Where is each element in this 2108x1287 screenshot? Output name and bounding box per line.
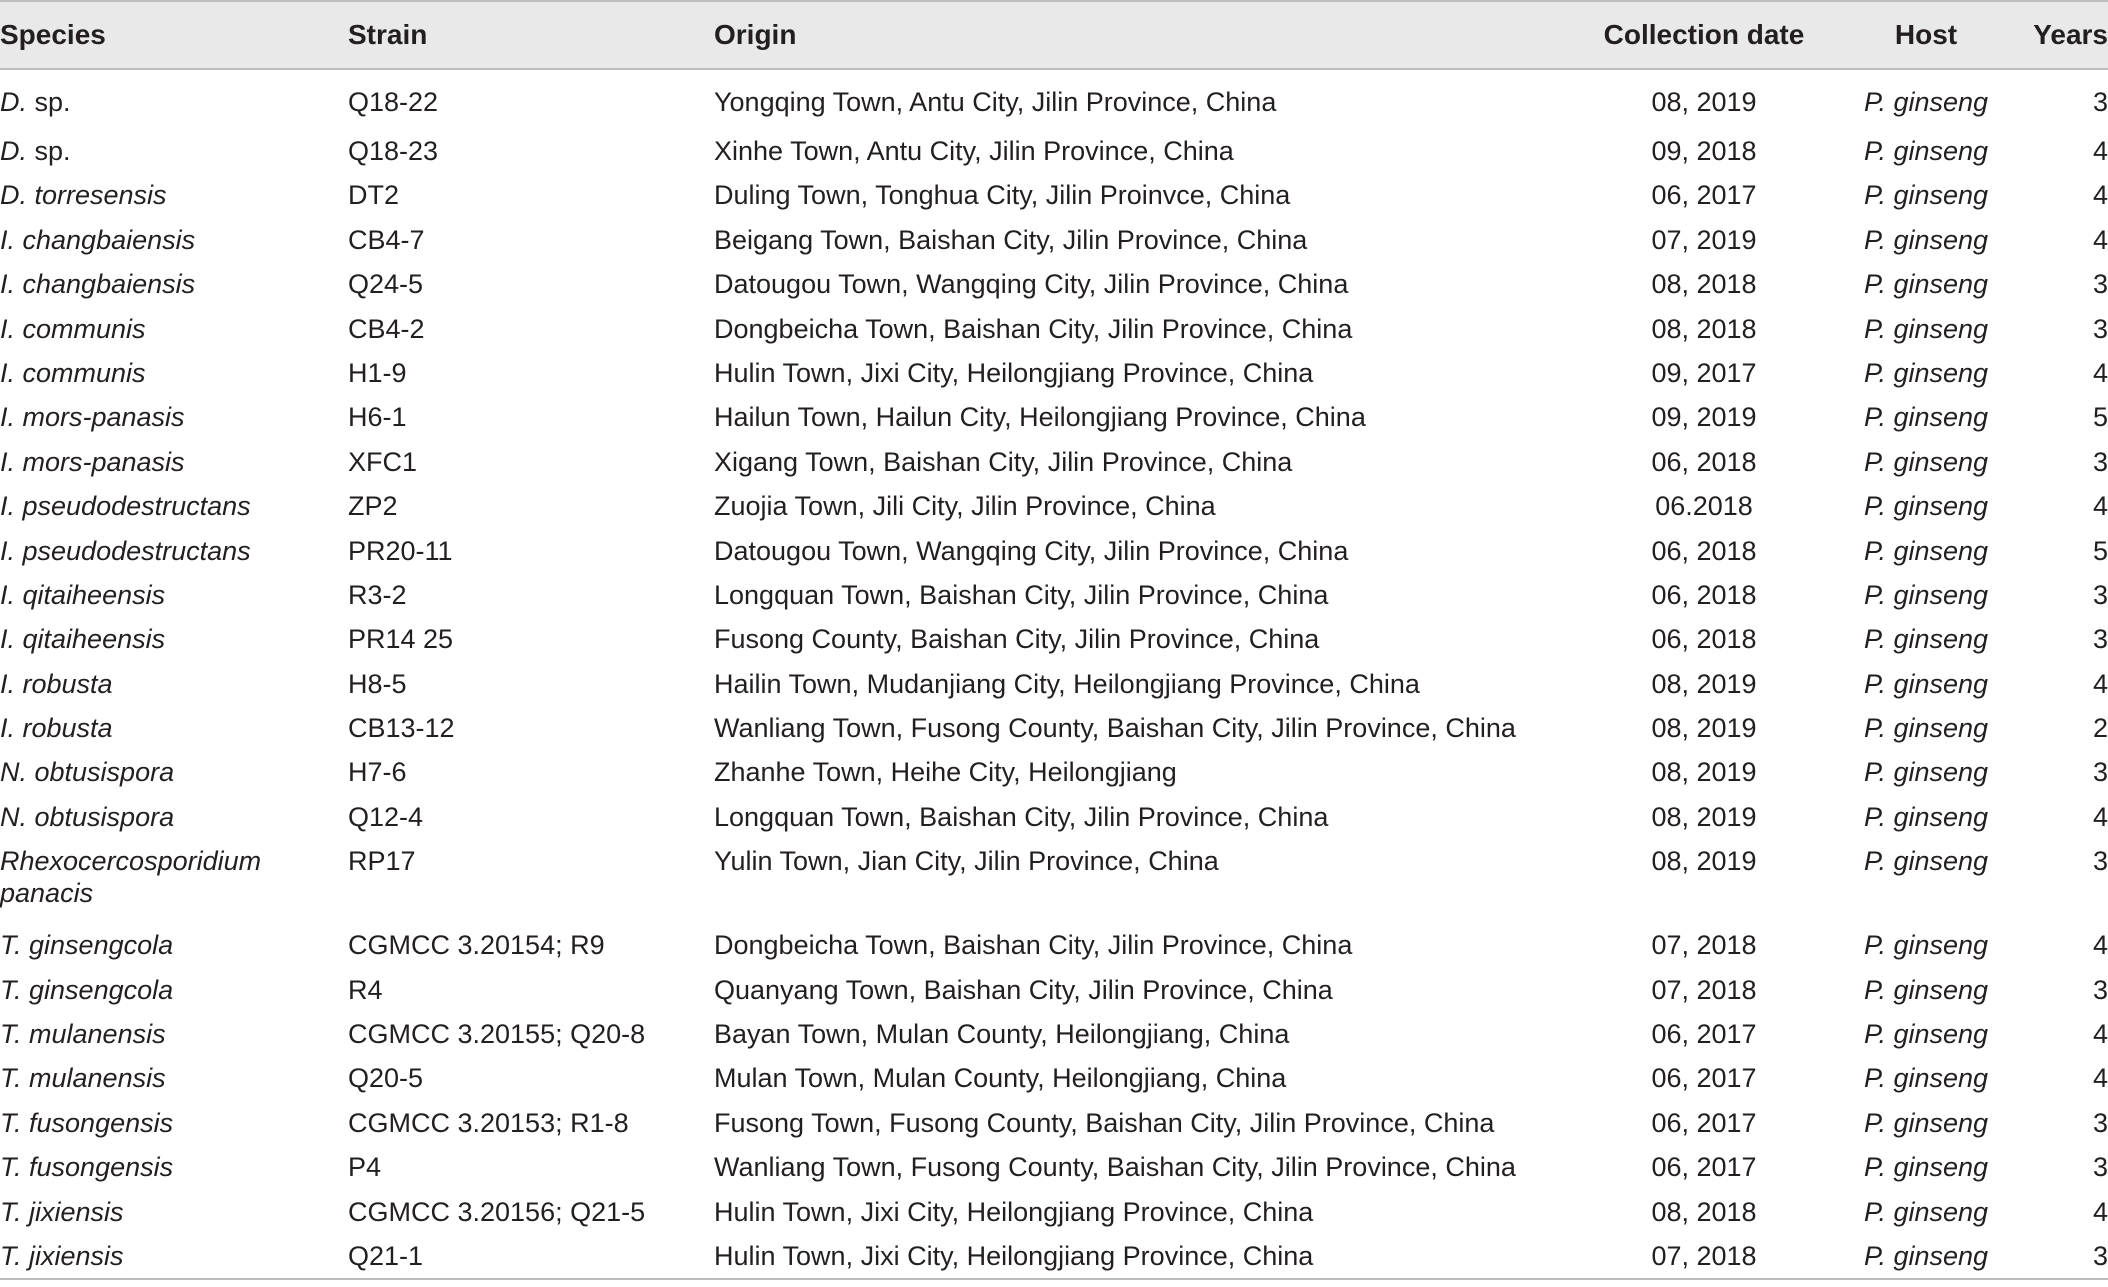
table-row (0, 839, 2108, 923)
table-body (0, 69, 2108, 1279)
species-name: D. (0, 136, 27, 166)
cell-species (0, 351, 348, 395)
cell-host: P. ginseng (1863, 269, 1989, 300)
cell-collection-date: 06, 2018 (1651, 535, 1757, 566)
cell-host: P. ginseng (1863, 446, 1989, 477)
cell-collection-date: 08, 2019 (1651, 87, 1757, 117)
cell-species (0, 706, 348, 750)
species-name: N. obtusispora (0, 757, 175, 788)
species-name: I. qitaiheensis (0, 624, 166, 655)
cell-years: 3 (2092, 269, 2108, 300)
table-row (0, 440, 2108, 484)
cell-origin: Mulan Town, Mulan County, Heilongjiang, China (714, 1063, 1287, 1094)
cell-collection-date: 07, 2018 (1651, 1240, 1757, 1271)
cell-species (0, 529, 348, 573)
table-row (0, 529, 2108, 573)
cell-species (0, 173, 348, 217)
cell-collection-date: 07, 2018 (1651, 974, 1757, 1005)
cell-strain: PR14 25 (348, 624, 454, 655)
cell-origin: Longquan Town, Baishan City, Jilin Province, China (714, 801, 1329, 832)
cell-years: 4 (2092, 180, 2108, 211)
table-row (0, 573, 2108, 617)
species-name: I. pseudodestructans (0, 491, 251, 522)
species-name: I. changbaiensis (0, 269, 196, 300)
cell-years: 4 (2092, 1196, 2108, 1227)
cell-years: 3 (2092, 624, 2108, 655)
cell-species (0, 573, 348, 617)
cell-origin: Datougou Town, Wangqing City, Jilin Province, China (714, 535, 1349, 566)
cell-strain: Q12-4 (348, 801, 424, 832)
cell-collection-date: 08, 2019 (1651, 846, 1757, 877)
cell-origin: Xinhe Town, Antu City, Jilin Province, China (714, 136, 1234, 166)
cell-collection-date: 08, 2019 (1651, 757, 1757, 788)
cell-species (0, 968, 348, 1012)
header-strain: Strain (348, 19, 428, 50)
cell-collection-date: 07, 2019 (1651, 224, 1757, 255)
table-row (0, 706, 2108, 750)
cell-years: 3 (2092, 1107, 2108, 1138)
cell-years: 3 (2092, 974, 2108, 1005)
cell-collection-date: 08, 2019 (1651, 801, 1757, 832)
species-name: T. ginsengcola (0, 974, 174, 1005)
cell-species (0, 307, 348, 351)
species-name: T. jixiensis (0, 1196, 124, 1227)
table-row (0, 1012, 2108, 1056)
cell-species (0, 129, 348, 173)
cell-strain: P4 (348, 1152, 382, 1183)
cell-origin: Datougou Town, Wangqing City, Jilin Province, China (714, 269, 1349, 300)
species-name: D. torresensis (0, 180, 167, 211)
cell-strain: Q24-5 (348, 269, 424, 300)
species-name: T. jixiensis (0, 1240, 124, 1271)
cell-collection-date: 06, 2017 (1651, 1107, 1757, 1138)
cell-strain: H8-5 (348, 668, 407, 699)
species-name: T. ginsengcola (0, 930, 174, 961)
cell-host: P. ginseng (1863, 1063, 1989, 1094)
cell-origin: Zuojia Town, Jili City, Jilin Province, China (714, 491, 1216, 522)
cell-strain: H1-9 (348, 357, 407, 388)
cell-species (0, 1234, 348, 1279)
cell-strain: CGMCC 3.20154; R9 (348, 930, 605, 961)
cell-strain: Q21-1 (348, 1240, 424, 1271)
cell-years: 4 (2092, 801, 2108, 832)
cell-strain: RP17 (348, 846, 416, 877)
cell-host: P. ginseng (1863, 87, 1989, 117)
cell-origin: Yulin Town, Jian City, Jilin Province, China (714, 846, 1219, 877)
cell-years: 3 (2092, 579, 2108, 610)
cell-origin: Fusong Town, Fusong County, Baishan City, Jilin Province, China (714, 1107, 1495, 1138)
cell-host: P. ginseng (1863, 974, 1989, 1005)
table-row (0, 1190, 2108, 1234)
cell-collection-date: 08, 2019 (1651, 713, 1757, 744)
cell-host: P. ginseng (1863, 579, 1989, 610)
cell-years: 3 (2092, 87, 2108, 117)
table-row (0, 662, 2108, 706)
cell-species (0, 484, 348, 528)
species-name: I. mors-panasis (0, 446, 185, 477)
cell-strain: CGMCC 3.20155; Q20-8 (348, 1019, 646, 1050)
species-name: I. qitaiheensis (0, 579, 166, 610)
cell-strain: Q20-5 (348, 1063, 424, 1094)
cell-origin: Zhanhe Town, Heihe City, Heilongjiang (714, 757, 1177, 788)
cell-collection-date: 08, 2019 (1651, 668, 1757, 699)
cell-origin: Yongqing Town, Antu City, Jilin Province, China (714, 87, 1277, 117)
cell-collection-date: 09, 2018 (1651, 136, 1757, 166)
cell-strain: Q18-22 (348, 87, 439, 117)
table-row (0, 218, 2108, 262)
cell-species (0, 750, 348, 794)
table-row (0, 351, 2108, 395)
cell-origin: Quanyang Town, Baishan City, Jilin Province, China (714, 974, 1333, 1005)
cell-collection-date: 08, 2018 (1651, 1196, 1757, 1227)
cell-host: P. ginseng (1863, 846, 1989, 877)
cell-years: 3 (2092, 313, 2108, 344)
table-row (0, 750, 2108, 794)
cell-years: 3 (2092, 446, 2108, 477)
cell-collection-date: 06, 2017 (1651, 1152, 1757, 1183)
table-row (0, 617, 2108, 661)
header-origin: Origin (714, 19, 797, 50)
cell-origin: Wanliang Town, Fusong County, Baishan City, Jilin Province, China (714, 713, 1516, 744)
cell-strain: PR20-11 (348, 535, 453, 566)
cell-origin: Xigang Town, Baishan City, Jilin Province, China (714, 446, 1293, 477)
cell-collection-date: 06, 2017 (1651, 180, 1757, 211)
cell-years: 5 (2092, 535, 2108, 566)
cell-species (0, 1145, 348, 1189)
cell-strain: Q18-23 (348, 136, 439, 166)
header-species: Species (0, 19, 106, 50)
cell-species (0, 218, 348, 262)
cell-strain: CB4-7 (348, 224, 425, 255)
table-row (0, 484, 2108, 528)
cell-strain: R4 (348, 974, 383, 1005)
cell-host: P. ginseng (1863, 224, 1989, 255)
cell-origin: Hulin Town, Jixi City, Heilongjiang Province, China (714, 357, 1314, 388)
cell-host: P. ginseng (1863, 1152, 1989, 1183)
species-name: T. fusongensis (0, 1107, 174, 1138)
cell-strain: H7-6 (348, 757, 407, 788)
cell-host: P. ginseng (1863, 757, 1989, 788)
cell-years: 4 (2092, 357, 2108, 388)
species-epithet: sp. (34, 87, 71, 117)
cell-strain: ZP2 (348, 491, 398, 522)
species-name: N. obtusispora (0, 801, 175, 832)
cell-collection-date: 09, 2019 (1651, 402, 1757, 433)
cell-strain: CGMCC 3.20156; Q21-5 (348, 1196, 646, 1227)
cell-species (0, 1101, 348, 1145)
cell-years: 4 (2092, 224, 2108, 255)
table-row (0, 923, 2108, 967)
table-row (0, 1234, 2108, 1279)
cell-strain: R3-2 (348, 579, 407, 610)
cell-species (0, 795, 348, 839)
cell-strain: DT2 (348, 180, 400, 211)
cell-host: P. ginseng (1863, 713, 1989, 744)
cell-host: P. ginseng (1863, 1019, 1989, 1050)
cell-strain: CB4-2 (348, 313, 425, 344)
table-row (0, 1101, 2108, 1145)
cell-origin: Wanliang Town, Fusong County, Baishan City, Jilin Province, China (714, 1152, 1516, 1183)
cell-years: 5 (2092, 402, 2108, 433)
cell-species (0, 440, 348, 484)
cell-host: P. ginseng (1863, 535, 1989, 566)
cell-years: 3 (2092, 846, 2108, 877)
cell-origin: Longquan Town, Baishan City, Jilin Province, China (714, 579, 1329, 610)
table-header (0, 1, 2108, 69)
cell-host: P. ginseng (1863, 136, 1989, 166)
cell-host: P. ginseng (1863, 1107, 1989, 1138)
cell-species (0, 839, 348, 923)
cell-host: P. ginseng (1863, 1240, 1989, 1271)
cell-origin: Dongbeicha Town, Baishan City, Jilin Province, China (714, 930, 1353, 961)
cell-origin: Dongbeicha Town, Baishan City, Jilin Province, China (714, 313, 1353, 344)
cell-collection-date: 06, 2018 (1651, 624, 1757, 655)
cell-host: P. ginseng (1863, 313, 1989, 344)
cell-host: P. ginseng (1863, 668, 1989, 699)
table-row (0, 129, 2108, 173)
cell-origin: Hailin Town, Mudanjiang City, Heilongjiang Province, China (714, 668, 1420, 699)
species-name: I. robusta (0, 668, 113, 699)
cell-years: 4 (2092, 1019, 2108, 1050)
cell-years: 3 (2092, 1240, 2108, 1271)
table-row (0, 69, 2108, 129)
species-epithet: sp. (34, 136, 71, 166)
cell-collection-date: 06, 2017 (1651, 1063, 1757, 1094)
cell-species (0, 69, 348, 129)
table-row (0, 395, 2108, 439)
cell-origin: Bayan Town, Mulan County, Heilongjiang, China (714, 1019, 1290, 1050)
cell-strain: CGMCC 3.20153; R1-8 (348, 1107, 629, 1138)
cell-years: 2 (2092, 713, 2108, 744)
cell-origin: Hulin Town, Jixi City, Heilongjiang Province, China (714, 1240, 1314, 1271)
species-name: I. mors-panasis (0, 402, 185, 433)
cell-years: 4 (2092, 1063, 2108, 1094)
cell-collection-date: 06, 2017 (1651, 1019, 1757, 1050)
species-name: I. changbaiensis (0, 224, 196, 255)
cell-years: 4 (2092, 668, 2108, 699)
cell-collection-date: 06.2018 (1655, 491, 1753, 522)
cell-host: P. ginseng (1863, 1196, 1989, 1227)
cell-origin: Hulin Town, Jixi City, Heilongjiang Province, China (714, 1196, 1314, 1227)
cell-origin: Hailun Town, Hailun City, Heilongjiang Province, China (714, 402, 1366, 433)
cell-years: 4 (2092, 491, 2108, 522)
cell-years: 3 (2092, 757, 2108, 788)
cell-species (0, 923, 348, 967)
cell-collection-date: 07, 2018 (1651, 930, 1757, 961)
species-name: T. fusongensis (0, 1152, 174, 1183)
cell-host: P. ginseng (1863, 930, 1989, 961)
header-host: Host (1894, 19, 1958, 50)
header-years: Years (2033, 19, 2108, 50)
cell-species (0, 1012, 348, 1056)
cell-species (0, 662, 348, 706)
cell-collection-date: 06, 2018 (1651, 446, 1757, 477)
table-row (0, 795, 2108, 839)
table-row (0, 173, 2108, 217)
cell-origin: Beigang Town, Baishan City, Jilin Province, China (714, 224, 1308, 255)
header-collection-date: Collection date (1603, 19, 1805, 50)
species-name: I. robusta (0, 713, 113, 744)
cell-strain: XFC1 (348, 446, 418, 477)
species-name: I. communis (0, 357, 146, 388)
species-name: T. mulanensis (0, 1063, 166, 1094)
species-name: I. pseudodestructans (0, 535, 251, 566)
header-row (0, 1, 2108, 69)
cell-species (0, 1190, 348, 1234)
cell-years: 4 (2092, 136, 2108, 166)
cell-species (0, 395, 348, 439)
cell-host: P. ginseng (1863, 180, 1989, 211)
species-name: T. mulanensis (0, 1019, 166, 1050)
cell-host: P. ginseng (1863, 357, 1989, 388)
species-name: I. communis (0, 313, 146, 344)
cell-species (0, 1056, 348, 1100)
table-row (0, 307, 2108, 351)
table-row (0, 1056, 2108, 1100)
cell-origin: Duling Town, Tonghua City, Jilin Proinvce, China (714, 180, 1291, 211)
cell-host: P. ginseng (1863, 624, 1989, 655)
species-name: D. (0, 87, 27, 117)
cell-species (0, 617, 348, 661)
cell-strain: H6-1 (348, 402, 407, 433)
cell-species (0, 262, 348, 306)
species-name: Rhexocercosporidium panacis (0, 846, 262, 909)
cell-origin: Fusong County, Baishan City, Jilin Province, China (714, 624, 1320, 655)
table-row (0, 968, 2108, 1012)
cell-host: P. ginseng (1863, 491, 1989, 522)
cell-years: 3 (2092, 1152, 2108, 1183)
cell-strain: CB13-12 (348, 713, 455, 744)
cell-years: 4 (2092, 930, 2108, 961)
cell-collection-date: 06, 2018 (1651, 579, 1757, 610)
cell-collection-date: 08, 2018 (1651, 313, 1757, 344)
table-row (0, 262, 2108, 306)
cell-collection-date: 09, 2017 (1651, 357, 1757, 388)
cell-host: P. ginseng (1863, 801, 1989, 832)
cell-host: P. ginseng (1863, 402, 1989, 433)
cell-collection-date: 08, 2018 (1651, 269, 1757, 300)
table-row (0, 1145, 2108, 1189)
